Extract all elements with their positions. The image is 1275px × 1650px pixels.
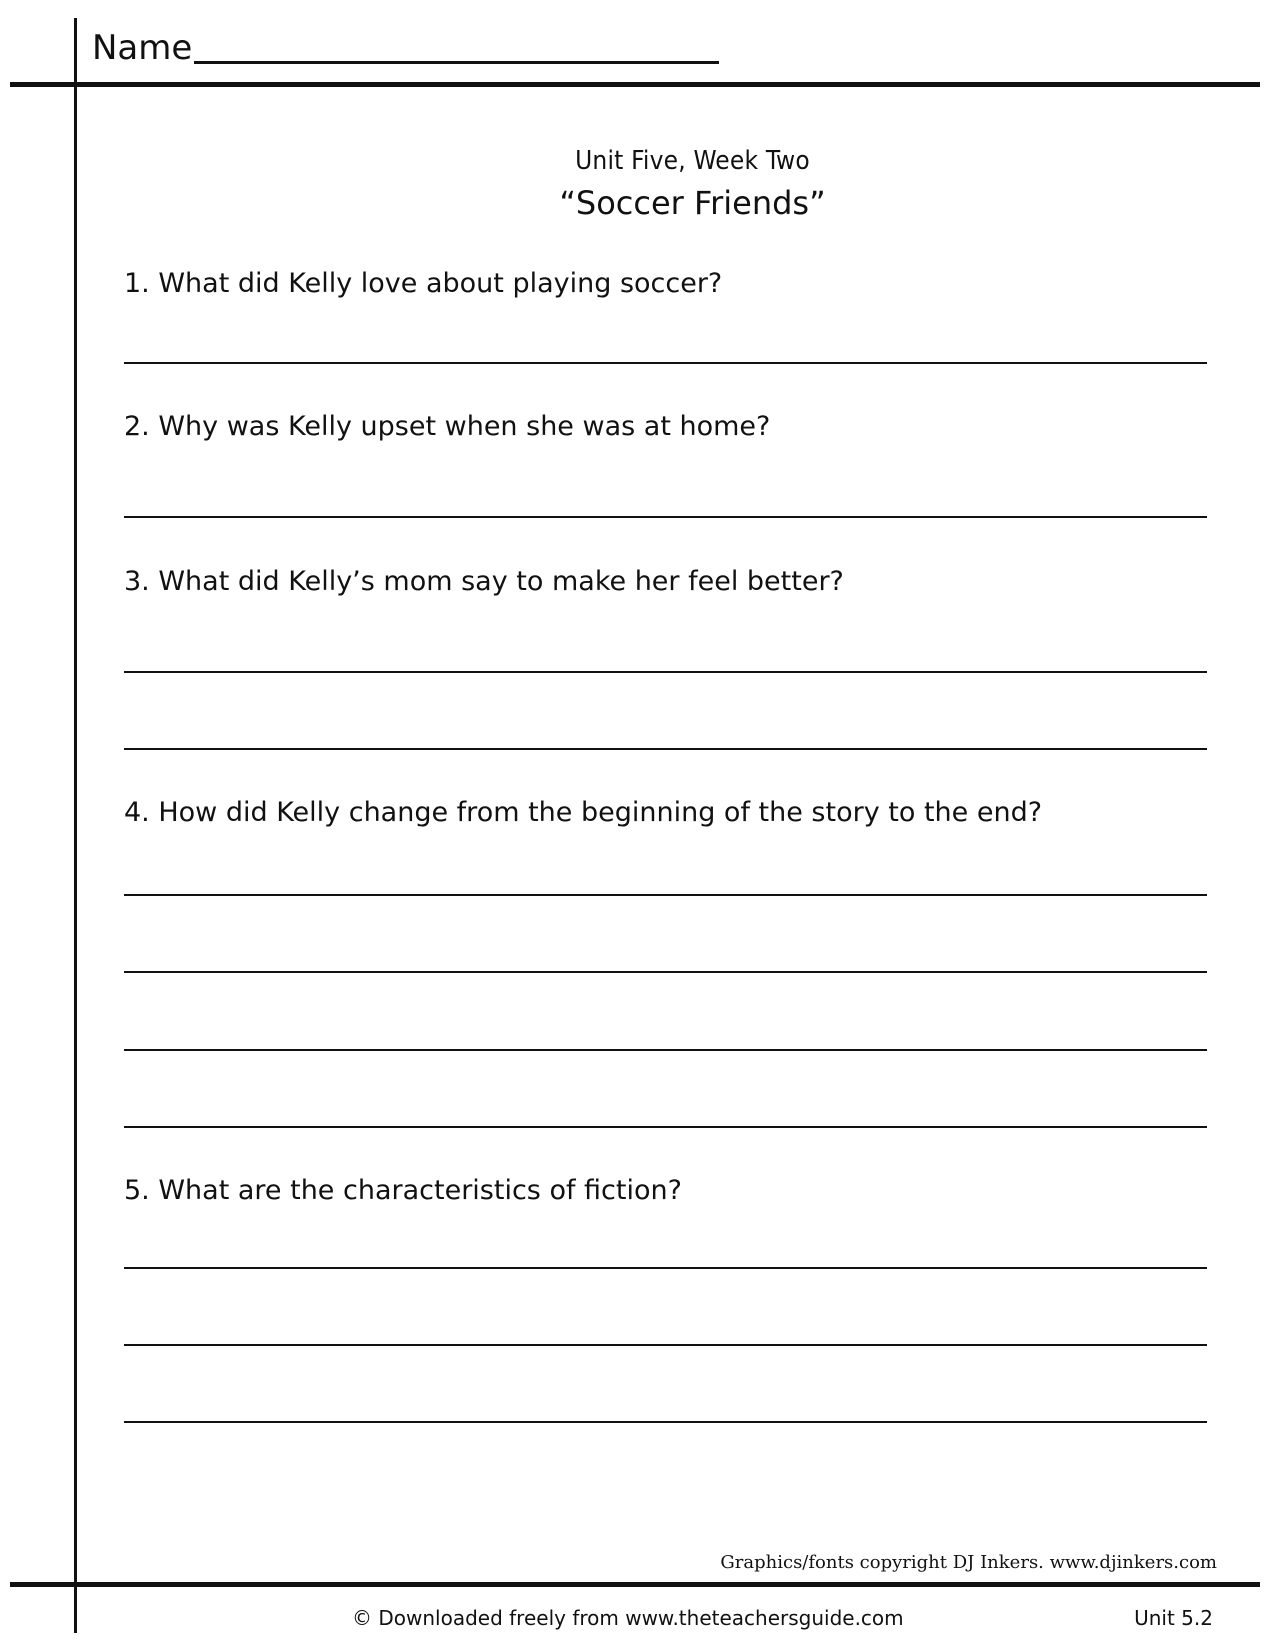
story-title: “Soccer Friends” xyxy=(559,184,826,222)
answer-line-4c xyxy=(124,1049,1207,1051)
question-1: 1. What did Kelly love about playing soccer? xyxy=(124,268,723,299)
question-2: 2. Why was Kelly upset when she was at home? xyxy=(124,411,771,442)
question-5: 5. What are the characteristics of fiction? xyxy=(124,1175,682,1206)
download-credit: © Downloaded freely from www.theteachersguide.com xyxy=(352,1606,904,1630)
answer-line-3b xyxy=(124,748,1207,750)
header-rule xyxy=(10,82,1260,87)
graphics-credit: Graphics/fonts copyright DJ Inkers. www.djinkers.com xyxy=(720,1552,1217,1573)
answer-line-3a xyxy=(124,671,1207,673)
margin-vertical-rule xyxy=(74,18,77,1633)
answer-line-4d xyxy=(124,1126,1207,1128)
question-4: 4. How did Kelly change from the beginning of the story to the end? xyxy=(124,797,1043,828)
answer-line-4b xyxy=(124,971,1207,973)
footer-rule xyxy=(10,1582,1260,1587)
answer-line-2a xyxy=(124,516,1207,518)
answer-line-5b xyxy=(124,1344,1207,1346)
name-label: Name xyxy=(92,28,193,68)
question-3: 3. What did Kelly’s mom say to make her feel better? xyxy=(124,566,844,597)
unit-number: Unit 5.2 xyxy=(1134,1606,1213,1630)
answer-line-4a xyxy=(124,894,1207,896)
name-field xyxy=(92,28,719,68)
unit-heading: Unit Five, Week Two xyxy=(575,146,810,176)
answer-line-1a xyxy=(124,362,1207,364)
name-blank-line xyxy=(194,61,719,64)
answer-line-5a xyxy=(124,1267,1207,1269)
answer-line-5c xyxy=(124,1421,1207,1423)
